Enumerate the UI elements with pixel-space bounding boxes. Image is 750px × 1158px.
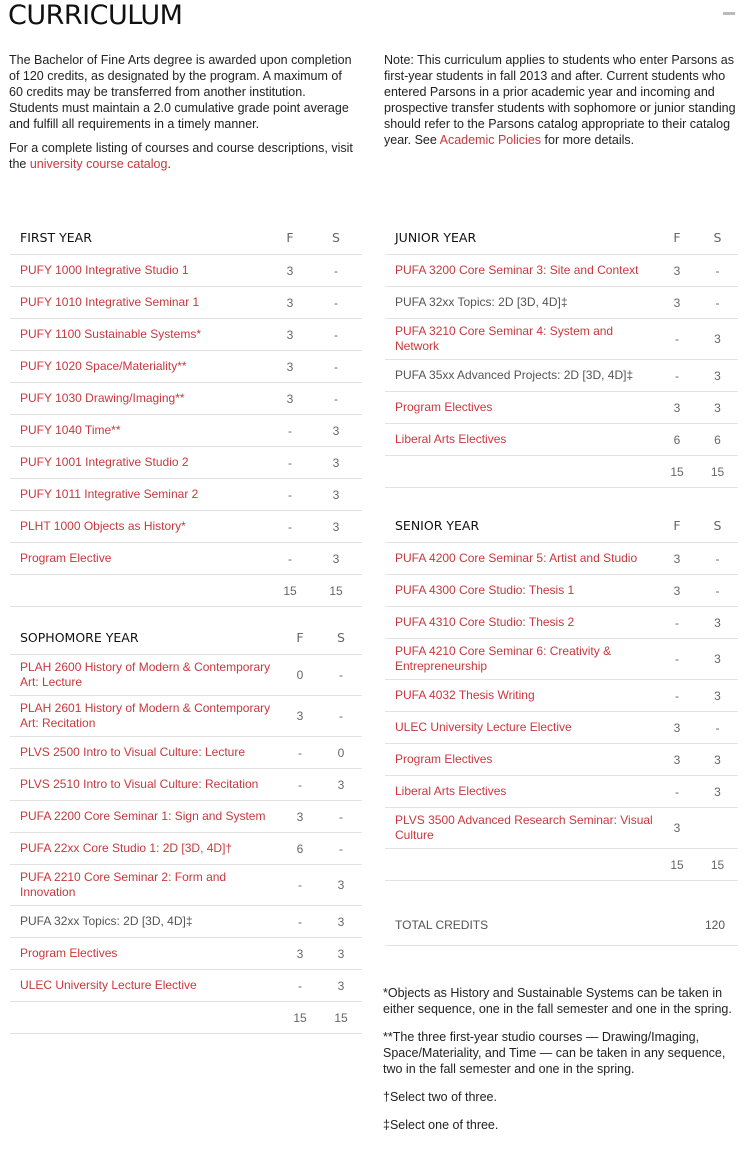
spring-credits: 3 xyxy=(714,688,721,703)
spring-credits: - xyxy=(339,709,343,723)
footnote: **The three first-year studio courses — Drawing/Imaging, Space/Materiality, and Time — can be taken in any sequence, two in the fall semester and one in the spring. xyxy=(383,1030,726,1076)
fall-credits: 3 xyxy=(673,583,681,598)
fall-credits: 3 xyxy=(286,359,294,374)
fall-credits: 3 xyxy=(673,295,681,310)
fall-credits: - xyxy=(675,332,679,346)
course-link[interactable]: ULEC University Lecture Elective xyxy=(20,978,197,992)
spring-column-header: S xyxy=(337,630,345,645)
spring-credits: - xyxy=(715,263,720,278)
senior-year-table xyxy=(385,508,738,881)
academic-policies-link[interactable]: Academic Policies xyxy=(439,133,542,147)
course-link[interactable]: PUFY 1030 Drawing/Imaging** xyxy=(20,391,185,405)
course-link[interactable]: PUFA 4032 Thesis Writing xyxy=(395,688,535,702)
fall-credits: 3 xyxy=(286,263,294,278)
fall-credits: 3 xyxy=(286,295,294,310)
spring-credits: 3 xyxy=(332,551,340,566)
subtotal-row xyxy=(10,1002,362,1034)
footnote: †Select two of three. xyxy=(383,1090,497,1104)
course-link[interactable]: PUFA 4200 Core Seminar 5: Artist and Studio xyxy=(395,551,638,565)
fall-credits: - xyxy=(288,423,292,438)
spring-credits: - xyxy=(339,668,343,682)
course-row xyxy=(10,970,362,1002)
year-title: SOPHOMORE YEAR xyxy=(20,630,139,645)
note-text-pre: Note: This curriculum applies to students who enter Parsons as first-year students in fall 2013 and after. Current students who entered Parsons in a prior academic year and incoming and prospective transfer students with sophomore or junior standing should refer to the Parsons catalog appropriate to their catalog year. See xyxy=(384,53,736,147)
first-year-table xyxy=(10,220,362,607)
spring-column-header: S xyxy=(713,230,722,245)
fall-column-header: F xyxy=(673,518,681,533)
spring-credits: 3 xyxy=(337,878,345,892)
course-link[interactable]: PUFY 1001 Integrative Studio 2 xyxy=(20,455,189,469)
spring-column-header: S xyxy=(332,230,340,245)
course-row xyxy=(385,712,738,744)
fall-credits: 15 xyxy=(283,583,297,598)
page-title: CURRICULUM xyxy=(8,0,183,31)
footnote: *Objects as History and Sustainable Systems can be taken in either sequence, one in the fall semester and one in the spring. xyxy=(383,986,732,1016)
university-course-catalog-link[interactable]: university course catalog xyxy=(29,157,168,171)
intro-right xyxy=(384,52,744,156)
fall-column-header: F xyxy=(673,230,681,245)
course-row xyxy=(385,360,738,392)
intro-catalog-text xyxy=(9,140,354,172)
spring-credits: 3 xyxy=(332,487,340,502)
spring-column-header: S xyxy=(713,518,722,533)
fall-credits: 3 xyxy=(673,720,681,735)
course-row xyxy=(10,655,362,696)
fall-credits: - xyxy=(288,519,292,534)
course-row xyxy=(385,287,738,319)
course-link[interactable]: PLVS 2510 Intro to Visual Culture: Recitation xyxy=(20,777,259,791)
footnotes xyxy=(383,985,743,1145)
course-row xyxy=(385,255,738,287)
spring-credits: 3 xyxy=(714,368,721,383)
fall-credits: - xyxy=(675,652,679,666)
fall-credits: 3 xyxy=(286,391,294,406)
total-credits-row xyxy=(385,894,738,946)
spring-credits: 3 xyxy=(714,615,721,630)
course-row xyxy=(385,776,738,808)
course-row xyxy=(10,351,362,383)
course-row xyxy=(10,319,362,351)
fall-credits: - xyxy=(298,978,302,993)
course-link[interactable]: PUFA 2210 Core Seminar 2: Form and Innovation xyxy=(20,870,227,899)
course-row xyxy=(385,319,738,360)
table-header xyxy=(10,620,362,655)
course-name: PUFA 32xx Topics: 2D [3D, 4D]‡ xyxy=(395,295,568,309)
year-title: FIRST YEAR xyxy=(20,230,92,245)
table-header xyxy=(385,220,738,255)
course-row xyxy=(10,737,362,769)
course-link[interactable]: PUFA 3200 Core Seminar 3: Site and Context xyxy=(395,263,639,277)
course-name: PUFA 35xx Advanced Projects: 2D [3D, 4D]‡ xyxy=(395,368,634,382)
course-link[interactable]: Program Elective xyxy=(20,551,112,565)
spring-credits: 3 xyxy=(332,519,340,534)
course-name: PUFA 32xx Topics: 2D [3D, 4D]‡ xyxy=(20,914,193,928)
table-header xyxy=(385,508,738,543)
total-credits-value: 120 xyxy=(705,918,726,932)
course-row xyxy=(10,511,362,543)
fall-credits: 3 xyxy=(296,946,304,961)
course-row xyxy=(10,415,362,447)
subtotal-row xyxy=(10,575,362,607)
fall-credits: - xyxy=(298,878,302,892)
spring-credits: - xyxy=(339,841,343,856)
course-row xyxy=(385,744,738,776)
fall-credits: 3 xyxy=(673,551,681,566)
intro-degree-text: The Bachelor of Fine Arts degree is awarded upon completion of 120 credits, as designated by the program. A maximum of 60 credits may be transferred from another institution. Students must maintain a 2.0 cumulative grade point average and fulfill all requirements in a timely manner. xyxy=(9,53,352,131)
spring-credits: 3 xyxy=(714,784,721,799)
spring-credits: 3 xyxy=(332,455,340,470)
year-title: JUNIOR YEAR xyxy=(395,230,477,245)
fall-credits: 3 xyxy=(673,821,681,835)
course-row xyxy=(385,424,738,456)
spring-credits: - xyxy=(334,263,338,278)
footnote: ‡Select one of three. xyxy=(383,1118,499,1132)
course-row xyxy=(385,639,738,680)
course-link[interactable]: PLVS 2500 Intro to Visual Culture: Lecture xyxy=(20,745,246,759)
spring-credits: 3 xyxy=(714,332,721,346)
spring-credits: 6 xyxy=(714,432,721,447)
catalog-text-post: . xyxy=(167,157,171,171)
spring-credits: 15 xyxy=(334,1010,348,1025)
spring-credits: 3 xyxy=(714,652,721,666)
fall-credits: 3 xyxy=(286,327,294,342)
course-link[interactable]: Program Electives xyxy=(395,400,493,414)
fall-credits: 15 xyxy=(293,1010,307,1025)
course-link[interactable]: PLAH 2600 History of Modern & Contemporary Art: Lecture xyxy=(20,660,271,689)
fall-credits: - xyxy=(298,777,302,792)
course-row xyxy=(385,392,738,424)
spring-credits: 15 xyxy=(710,857,725,872)
spring-credits: 3 xyxy=(714,752,721,767)
course-row xyxy=(385,680,738,712)
spring-credits: 3 xyxy=(332,423,340,438)
fall-credits: 15 xyxy=(670,857,684,872)
junior-year-table xyxy=(385,220,738,488)
fall-column-header: F xyxy=(296,630,304,645)
fall-credits: - xyxy=(298,745,302,760)
fall-credits: 3 xyxy=(296,809,304,824)
catalog-text-pre: For a complete listing of courses and course descriptions, visit the xyxy=(9,141,353,171)
spring-credits: - xyxy=(715,551,720,566)
fall-credits: - xyxy=(288,487,292,502)
spring-credits: - xyxy=(715,583,720,598)
course-link[interactable]: PUFY 1000 Integrative Studio 1 xyxy=(20,263,189,277)
course-row xyxy=(385,607,738,639)
course-link[interactable]: PUFA 4310 Core Studio: Thesis 2 xyxy=(395,615,575,629)
spring-credits: - xyxy=(334,327,338,342)
spring-credits: - xyxy=(334,295,338,310)
total-credits-label: TOTAL CREDITS xyxy=(395,918,489,932)
course-row xyxy=(10,833,362,865)
course-row xyxy=(10,287,362,319)
spring-credits: 3 xyxy=(337,978,345,993)
spring-credits: - xyxy=(715,720,720,735)
course-row xyxy=(10,383,362,415)
fall-credits: 15 xyxy=(670,464,684,479)
course-link[interactable]: ULEC University Lecture Elective xyxy=(395,720,572,734)
spring-credits: 3 xyxy=(337,914,345,929)
course-row xyxy=(10,447,362,479)
course-row xyxy=(385,575,738,607)
fall-credits: - xyxy=(675,784,679,799)
intro-note-text xyxy=(384,52,744,148)
spring-credits: 3 xyxy=(337,946,345,961)
course-link[interactable]: Liberal Arts Electives xyxy=(395,432,507,446)
course-link[interactable]: PUFY 1011 Integrative Seminar 2 xyxy=(20,487,199,501)
subtotal-row xyxy=(385,849,738,881)
course-link[interactable]: PUFY 1020 Space/Materiality** xyxy=(20,359,187,373)
fall-credits: 3 xyxy=(673,752,681,767)
course-link[interactable]: Program Electives xyxy=(395,752,493,766)
course-link[interactable]: PUFY 1100 Sustainable Systems* xyxy=(20,327,201,341)
course-row xyxy=(385,808,738,849)
subtotal-row xyxy=(385,456,738,488)
course-link[interactable]: PUFY 1040 Time** xyxy=(20,423,121,437)
course-row xyxy=(10,865,362,906)
fall-credits: 6 xyxy=(673,432,681,447)
year-title: SENIOR YEAR xyxy=(395,518,480,533)
fall-credits: 6 xyxy=(296,841,304,856)
spring-credits: - xyxy=(334,391,338,406)
fall-column-header: F xyxy=(286,230,294,245)
course-link[interactable]: PLHT 1000 Objects as History* xyxy=(20,519,186,533)
course-row xyxy=(10,696,362,737)
spring-credits: - xyxy=(715,295,720,310)
fall-credits: - xyxy=(298,914,302,929)
spring-credits: - xyxy=(334,359,338,374)
spring-credits: 15 xyxy=(710,464,725,479)
spring-credits: 3 xyxy=(337,777,345,792)
fall-credits: - xyxy=(288,551,292,566)
fall-credits: - xyxy=(675,615,679,630)
course-link[interactable]: PUFA 3210 Core Seminar 4: System and Network xyxy=(395,324,614,353)
fall-credits: - xyxy=(675,368,679,383)
fall-credits: 3 xyxy=(673,263,681,278)
spring-credits: 0 xyxy=(337,745,345,760)
course-row xyxy=(10,479,362,511)
course-row xyxy=(385,543,738,575)
course-row xyxy=(10,255,362,287)
course-row xyxy=(10,801,362,833)
course-link[interactable]: PUFA 4300 Core Studio: Thesis 1 xyxy=(395,583,575,597)
course-link[interactable]: PUFA 4210 Core Seminar 6: Creativity & Entrepreneurship xyxy=(395,644,612,673)
note-text-post: for more details. xyxy=(541,133,635,147)
course-row xyxy=(10,769,362,801)
course-link[interactable]: PUFA 22xx Core Studio 1: 2D [3D, 4D]† xyxy=(20,841,233,855)
course-row xyxy=(10,543,362,575)
fall-credits: 3 xyxy=(296,709,304,723)
course-link[interactable]: PUFA 2200 Core Seminar 1: Sign and System xyxy=(20,809,266,823)
collapse-icon[interactable] xyxy=(723,12,735,15)
fall-credits: 3 xyxy=(673,400,681,415)
spring-credits: 15 xyxy=(329,583,343,598)
fall-credits: - xyxy=(288,455,292,470)
course-link[interactable]: PUFY 1010 Integrative Seminar 1 xyxy=(20,295,200,309)
course-link[interactable]: Liberal Arts Electives xyxy=(395,784,507,798)
table-header xyxy=(10,220,362,255)
spring-credits: - xyxy=(339,809,343,824)
course-link[interactable]: PLAH 2601 History of Modern & Contemporary Art: Recitation xyxy=(20,701,271,730)
intro-left xyxy=(9,52,354,180)
fall-credits: - xyxy=(675,688,679,703)
course-link[interactable]: Program Electives xyxy=(20,946,118,960)
course-link[interactable]: PLVS 3500 Advanced Research Seminar: Visual Culture xyxy=(395,813,653,842)
sophomore-year-table xyxy=(10,620,362,1034)
spring-credits: 3 xyxy=(714,400,721,415)
fall-credits: 0 xyxy=(296,668,304,682)
course-row xyxy=(10,906,362,938)
course-row xyxy=(10,938,362,970)
